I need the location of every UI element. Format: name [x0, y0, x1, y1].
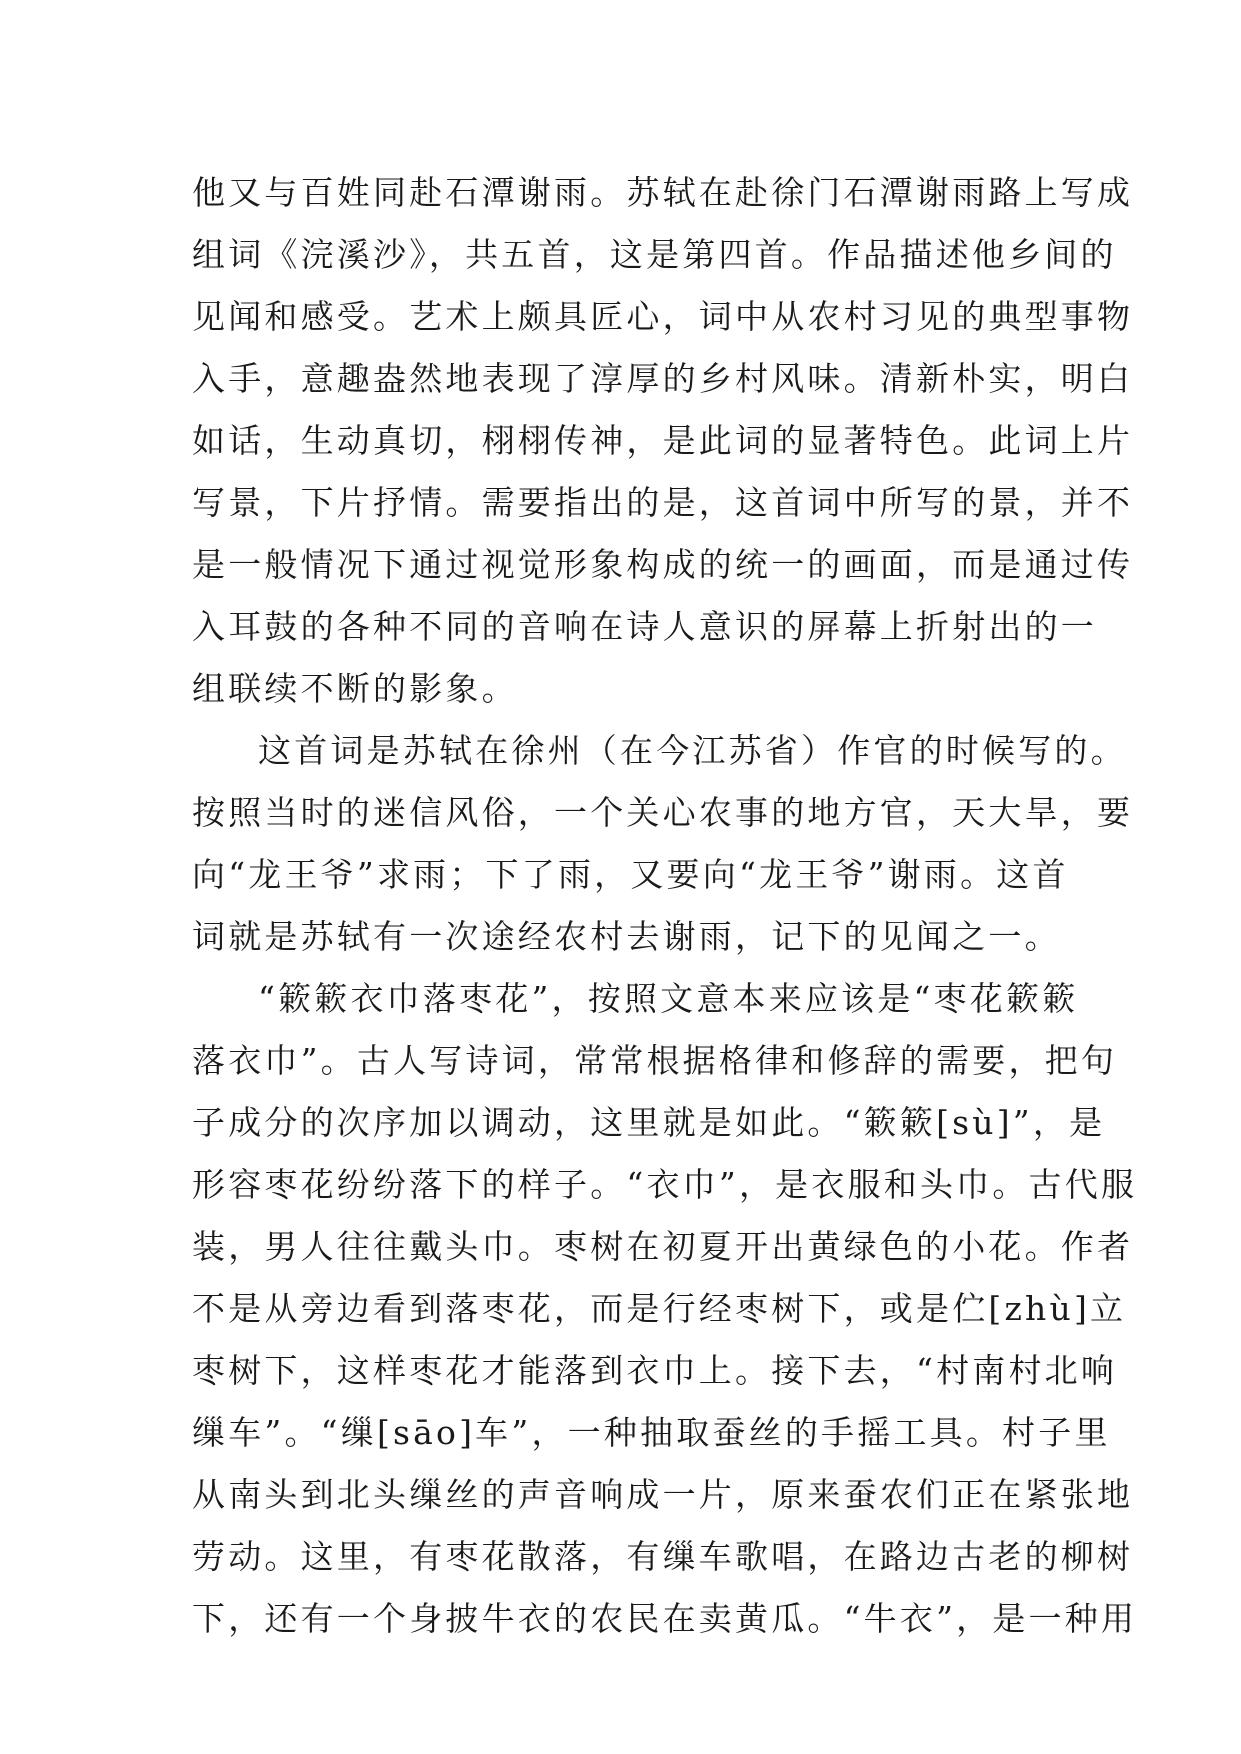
text-line: 见闻和感受。艺术上颇具匠心，词中从农村习见的典型事物 [192, 297, 1134, 336]
text-line: 写景，下片抒情。需要指出的是，这首词中所写的景，并不 [192, 483, 1134, 522]
text-line: 词就是苏轼有一次途经农村去谢雨，记下的见闻之一。 [192, 917, 1061, 956]
text-line: 子成分的次序加以调动，这里就是如此。“簌簌[sù]”，是 [192, 1103, 1106, 1142]
text-line: 是一般情况下通过视觉形象构成的统一的画面，而是通过传 [192, 545, 1134, 584]
paragraph-3 [192, 968, 1138, 1650]
text-line: 不是从旁边看到落枣花，而是行经枣树下，或是伫[zhù]立 [192, 1289, 1127, 1328]
text-line: 枣树下，这样枣花才能落到衣巾上。接下去，“村南村北响 [192, 1351, 1118, 1390]
paragraph-2 [192, 720, 1134, 968]
text-line: 组词《浣溪沙》，共五首，这是第四首。作品描述他乡间的 [192, 235, 1117, 274]
text-line: 按照当时的迷信风俗，一个关心农事的地方官，天大旱，要 [192, 793, 1134, 832]
body-text [192, 162, 1138, 1650]
text-line: 向“龙王爷”求雨；下了雨，又要向“龙王爷”谢雨。这首 [192, 855, 1069, 894]
paragraph-1 [192, 162, 1134, 720]
text-line: 他又与百姓同赴石潭谢雨。苏轼在赴徐门石潭谢雨路上写成 [192, 173, 1134, 212]
text-line: 下，还有一个身披牛衣的农民在卖黄瓜。“牛衣”，是一种用 [192, 1599, 1138, 1638]
text-line: 从南头到北头缫丝的声音响成一片，原来蚕农们正在紧张地 [192, 1475, 1134, 1514]
text-line: 装，男人往往戴头巾。枣树在初夏开出黄绿色的小花。作者 [192, 1227, 1134, 1266]
text-line: 入手，意趣盎然地表现了淳厚的乡村风味。清新朴实，明白 [192, 359, 1134, 398]
text-line-indented: “簌簌衣巾落枣花”，按照文意本来应该是“枣花簌簌 [258, 979, 1079, 1018]
text-line: 组联续不断的影象。 [192, 669, 518, 708]
text-line: 如话，生动真切，栩栩传神，是此词的显著特色。此词上片 [192, 421, 1134, 460]
text-line: 劳动。这里，有枣花散落，有缫车歌唱，在路边古老的柳树 [192, 1537, 1134, 1576]
text-line: 缫车”。“缫[sāo]车”，一种抽取蚕丝的手摇工具。村子里 [192, 1413, 1111, 1452]
text-line: 入耳鼓的各种不同的音响在诗人意识的屏幕上折射出的一 [192, 607, 1097, 646]
text-line: 形容枣花纷纷落下的样子。“衣巾”，是衣服和头巾。古代服 [192, 1165, 1138, 1204]
text-line-indented: 这首词是苏轼在徐州（在今江苏省）作官的时候写的。 [258, 731, 1127, 770]
text-line: 落衣巾”。古人写诗词，常常根据格律和修辞的需要，把句 [192, 1041, 1118, 1080]
